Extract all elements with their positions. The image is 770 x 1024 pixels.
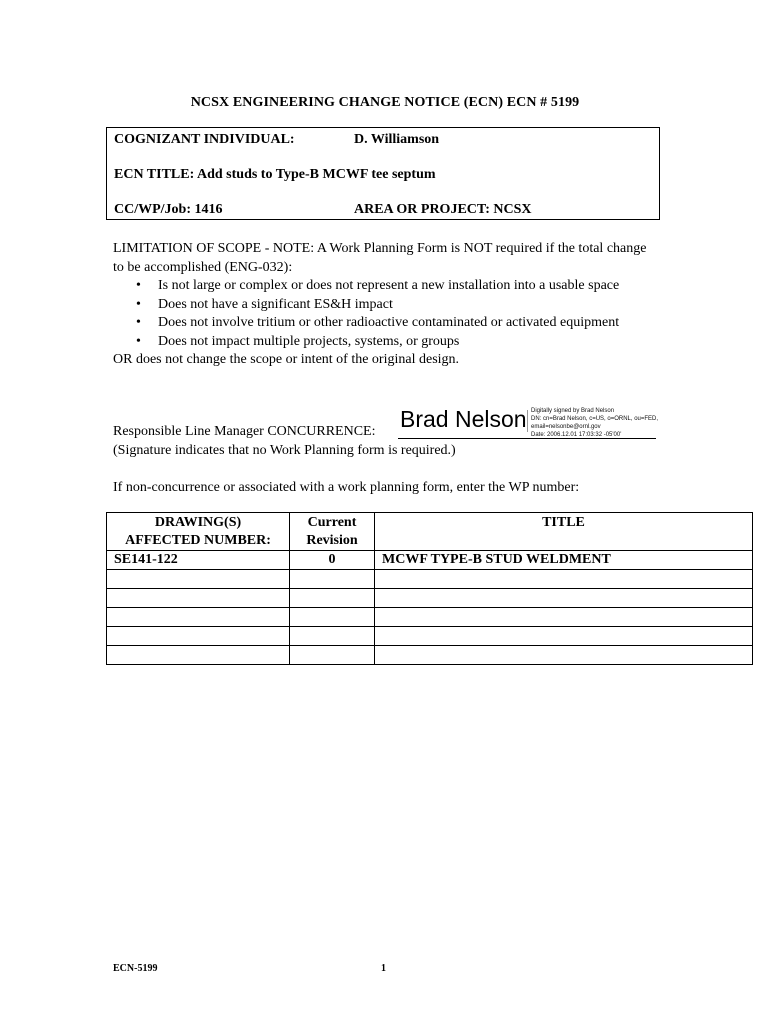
title-header [375,513,753,551]
scope-bullet [113,333,651,352]
cognizant-value: D. Williamson [354,132,440,147]
revision-cell[interactable] [290,646,375,665]
ecn-title-row [114,167,436,183]
signature-name[interactable]: Brad Nelson [400,406,527,432]
header-line: TITLE [542,515,585,530]
table-header-row [107,513,753,551]
digital-signature-details [531,407,658,439]
bullet-icon: • [136,333,141,349]
header-line: DRAWING(S) [154,515,242,530]
cognizant-label: COGNIZANT INDIVIDUAL: [114,132,295,147]
revision-cell[interactable] [290,627,375,646]
signature-detail-line: email=nelsonbe@ornl.gov [531,424,601,430]
revision-cell[interactable] [290,570,375,589]
table-row [107,589,753,608]
bullet-icon: • [136,296,141,312]
table-row [107,627,753,646]
table-row [107,551,753,570]
ecn-info-box [106,127,660,220]
bullet-icon: • [136,278,141,293]
revision-header [290,513,375,551]
header-line: AFFECTED NUMBER: [125,533,271,548]
title-cell[interactable]: MCWF TYPE-B STUD WELDMENT [375,551,753,570]
footer-doc-id: ECN-5199 [113,963,158,974]
scope-bullet-text: Does not have a significant ES&H impact [158,296,393,312]
drawing-number-cell[interactable] [107,608,290,627]
ccwp-row [114,202,532,218]
scope-bullet [113,277,651,296]
signature-detail-line: Date: 2006.12.01 17:03:32 -05'00' [531,432,622,438]
ccwp-job-text: CC/WP/Job: 1416 [114,202,223,217]
drawing-number-cell[interactable] [107,646,290,665]
scope-bullet-list [113,277,651,351]
signature-note: (Signature indicates that no Work Planning form is required.) [113,443,456,458]
signature-detail-line: Digitally signed by Brad Nelson [531,408,615,414]
title-cell[interactable] [375,646,753,665]
drawings-affected-table [106,512,753,665]
document-title: NCSX ENGINEERING CHANGE NOTICE (ECN) ECN # 5199 [190,95,580,110]
scope-closing: OR does not change the scope or intent of the original design. [113,352,460,367]
table-row [107,570,753,589]
title-cell[interactable] [375,608,753,627]
header-line: Current [307,515,357,530]
cognizant-row [114,132,440,148]
drawing-number-cell[interactable] [107,627,290,646]
signature-detail-line: DN: cn=Brad Nelson, c=US, o=ORNL, ou=FED, [531,416,659,422]
drawing-number-cell[interactable] [107,570,290,589]
bullet-icon: • [136,315,141,330]
scope-bullet-text: Is not large or complex or does not represent a new installation into a usable space [158,278,620,293]
title-cell[interactable] [375,570,753,589]
table-row [107,608,753,627]
revision-cell[interactable]: 0 [290,551,375,570]
revision-cell[interactable] [290,608,375,627]
signature-divider [527,410,528,432]
table-row [107,646,753,665]
limitation-of-scope [113,240,651,370]
title-cell[interactable] [375,589,753,608]
scope-bullet-text: Does not impact multiple projects, systems, or groups [158,333,460,349]
revision-cell[interactable] [290,589,375,608]
drawing-number-cell[interactable]: SE141-122 [107,551,290,570]
header-line: Revision [306,533,358,548]
scope-bullet-text: Does not involve tritium or other radioactive contaminated or activated equipment [158,315,620,330]
concurrence-label: Responsible Line Manager CONCURRENCE: [113,424,376,439]
drawing-number-header [107,513,290,551]
scope-intro: LIMITATION OF SCOPE - NOTE: A Work Planning Form is NOT required if the total change to be accomplished (ENG-032): [113,241,647,275]
title-cell[interactable] [375,627,753,646]
ecn-title-text: ECN TITLE: Add studs to Type-B MCWF tee septum [114,167,436,182]
area-project-text: AREA OR PROJECT: NCSX [354,202,532,217]
scope-bullet [113,314,651,333]
scope-bullet [113,296,651,315]
drawing-number-cell[interactable] [107,589,290,608]
wp-number-prompt: If non-concurrence or associated with a work planning form, enter the WP number: [113,480,580,495]
footer-page-number: 1 [381,963,386,974]
